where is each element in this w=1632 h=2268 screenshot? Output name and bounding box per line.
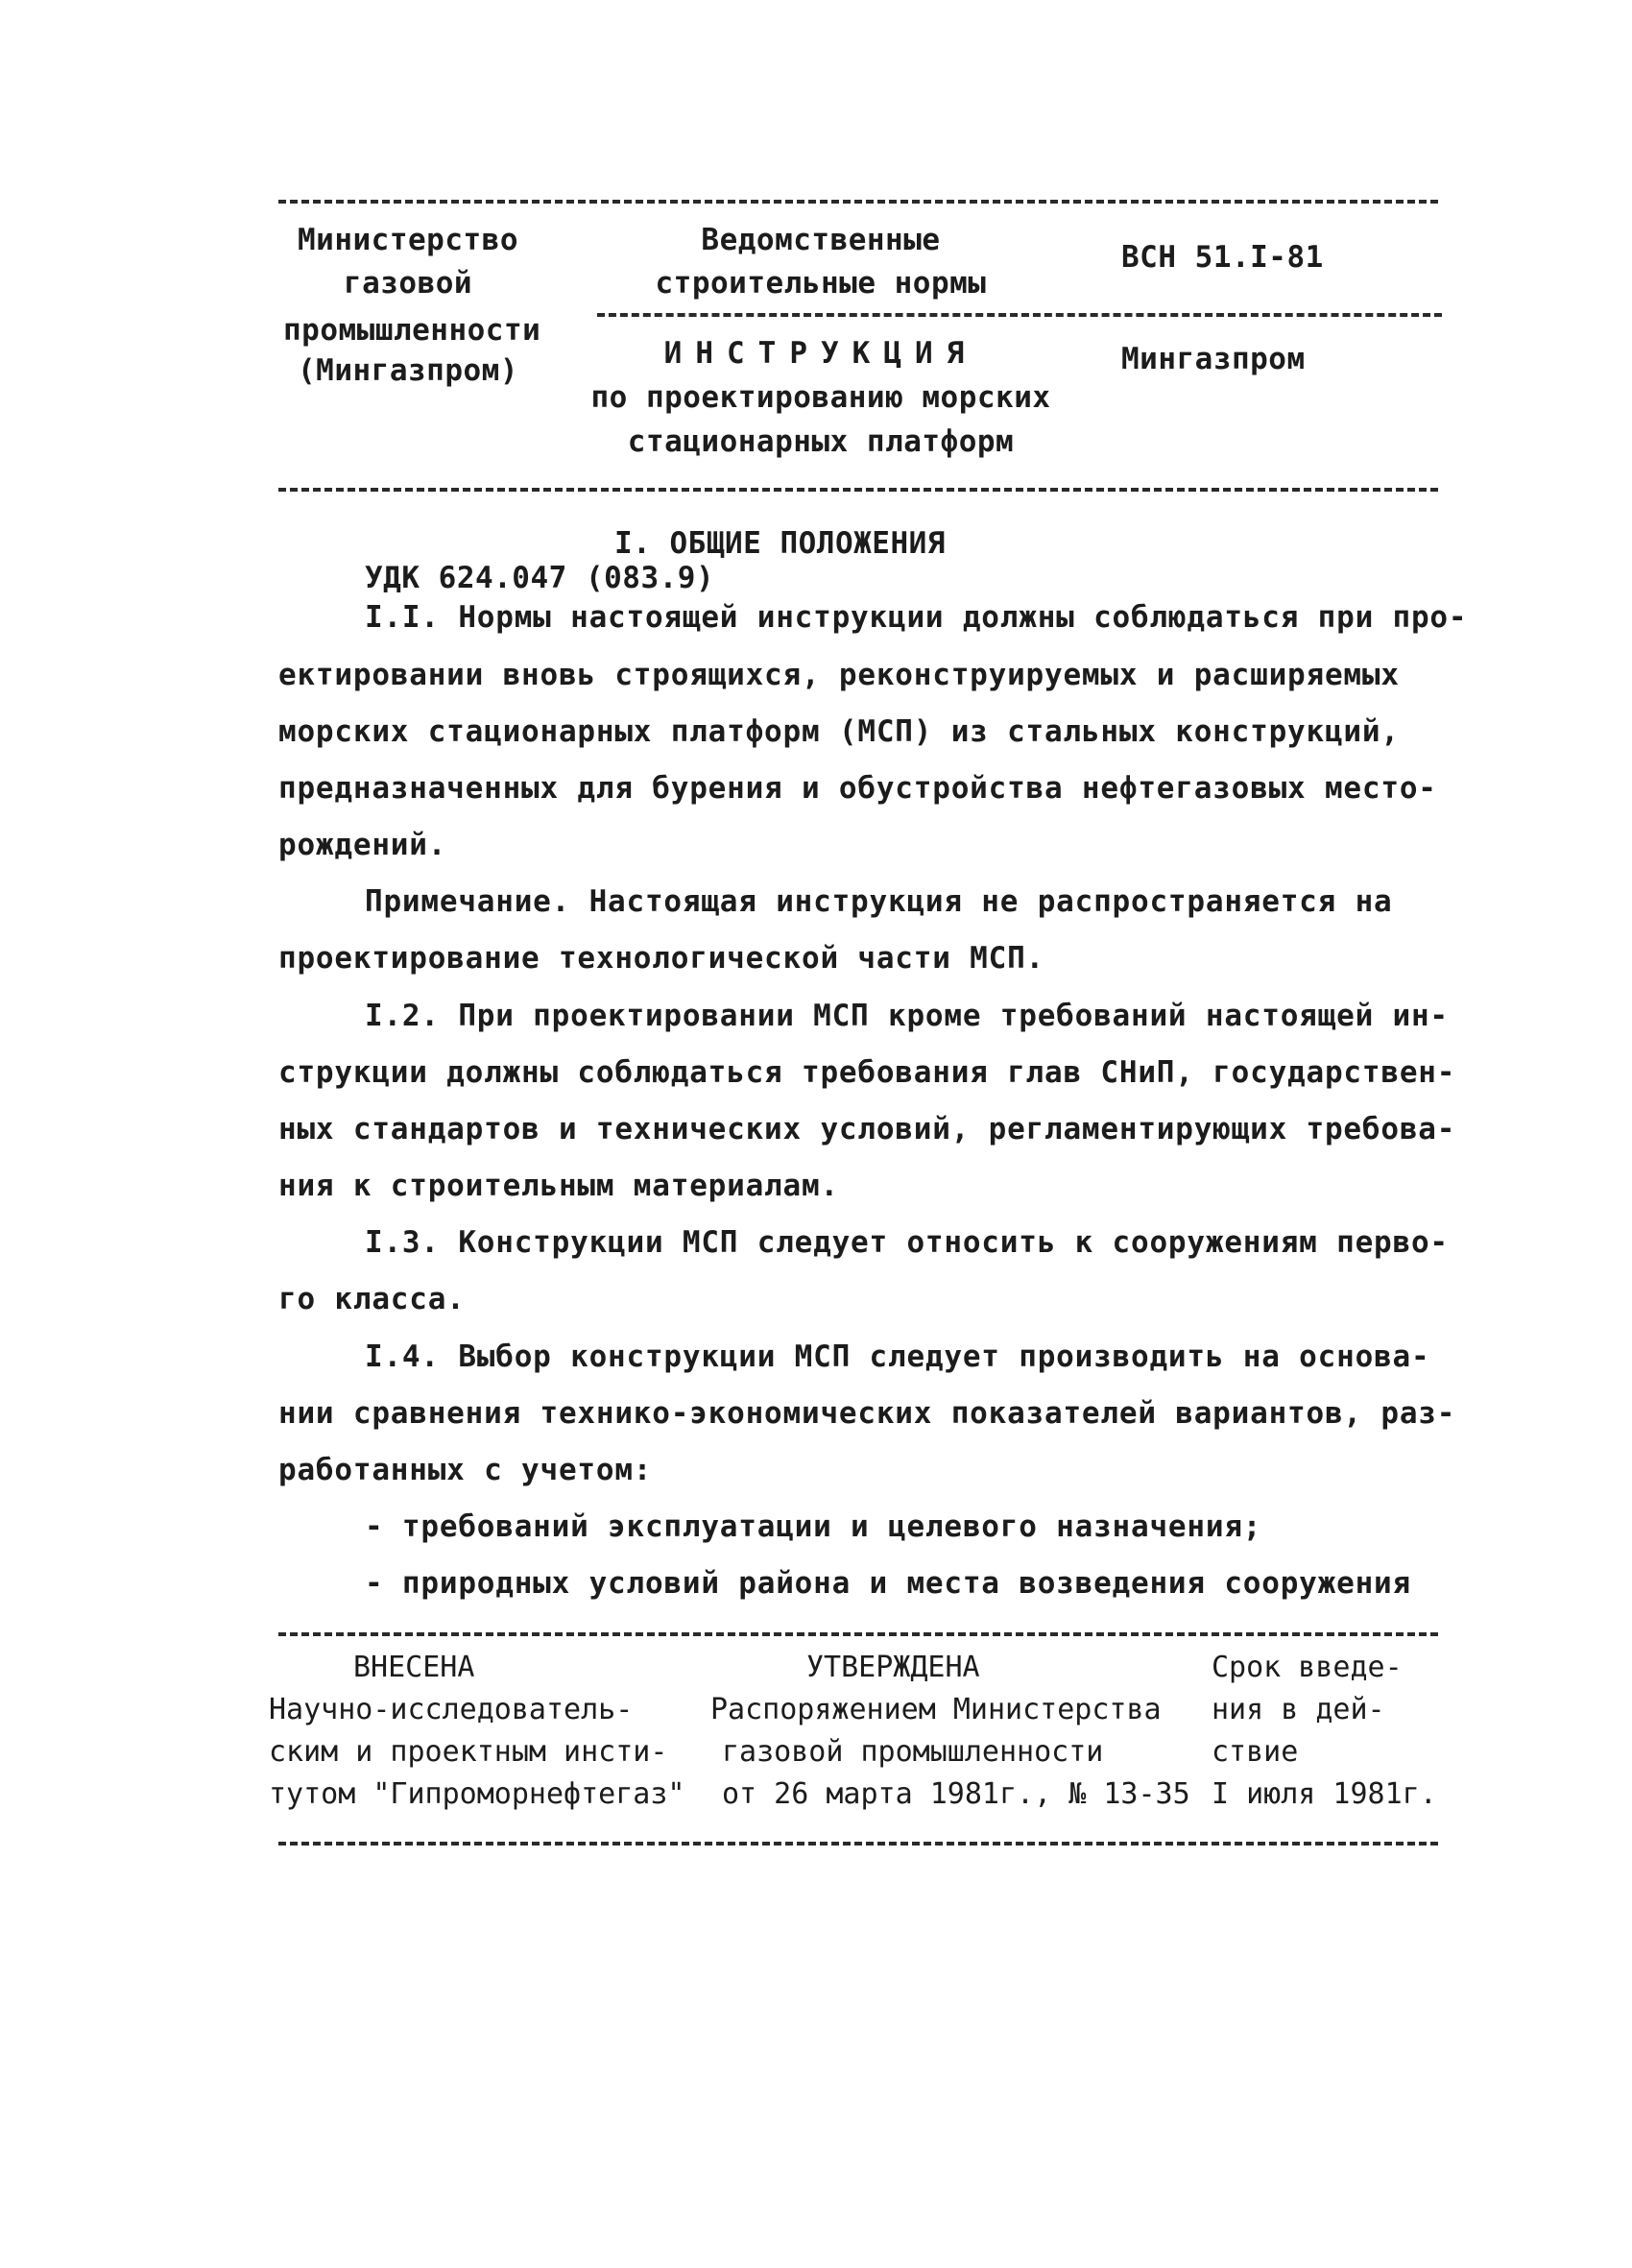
body-line: - природных условий района и места возведения сооружения [365,1566,1411,1601]
body-line: нии сравнения технико-экономических показателей вариантов, раз- [278,1396,1456,1431]
header-bottom-rule [278,488,1438,492]
footer-effective-line: I июля 1981г. [1212,1777,1437,1811]
footer-introduced-line: тутом "Гипроморнефтегаз" [269,1777,685,1811]
body-line: I.I. Нормы настоящей инструкции должны соблюдаться при про- [365,600,1468,635]
body-line: - требований эксплуатации и целевого назначения; [365,1509,1262,1544]
footer-effective-line: ствие [1212,1735,1299,1769]
body-line: рождений. [278,828,447,862]
body-line: I.3. Конструкции МСП следует относить к сооружениям перво- [365,1225,1449,1260]
udk-code: УДК 624.047 (083.9) [365,561,715,595]
footer-approved-line: от 26 марта 1981г., № 13-35 [722,1777,1190,1811]
header-org-line: газовой [343,266,473,301]
header-category-line: строительные нормы [655,266,987,301]
body-line: I.4. Выбор конструкции МСП следует производить на основа- [365,1339,1430,1374]
header-middle-rule [597,313,1442,317]
footer-introduced-line: ским и проектным инсти- [269,1735,668,1769]
footer-bottom-rule [278,1842,1438,1846]
header-org-line: (Мингазпром) [298,353,518,388]
header-category-line: Ведомственные [701,223,941,257]
footer-introduced-line: ВНЕСЕНА [353,1651,475,1684]
footer-approved-line: Распоряжением Министерства [710,1693,1162,1726]
header-doc-subject-line: по проектированию морских [590,380,1051,415]
header-top-rule [278,200,1438,204]
footer-introduced-line: Научно-исследователь- [269,1693,634,1726]
section-title: I. ОБЩИЕ ПОЛОЖЕНИЯ [614,526,946,561]
body-line: ектировании вновь строящихся, реконструируемых и расширяемых [278,658,1400,692]
header-doc-type: ИНСТРУКЦИЯ [663,336,978,371]
header-issuer: Мингазпром [1121,342,1306,376]
body-line: I.2. При проектировании МСП кроме требований настоящей ин- [365,999,1449,1033]
footer-approved-line: газовой промышленности [722,1735,1104,1769]
body-line: го класса. [278,1282,466,1316]
body-line: морских стационарных платформ (МСП) из стальных конструкций, [278,714,1400,749]
footer-effective-line: Срок введе- [1212,1651,1403,1684]
header-code: ВСН 51.I-81 [1121,240,1324,275]
header-org-line: Министерство [298,223,518,257]
header-org-line: промышленности [283,313,541,348]
body-line: ных стандартов и технических условий, регламентирующих требова- [278,1112,1456,1146]
body-line: предназначенных для бурения и обустройства нефтегазовых место- [278,771,1437,806]
footer-top-rule [278,1632,1438,1636]
body-line: струкции должны соблюдаться требования глав СНиП, государствен- [278,1055,1456,1090]
body-line: ния к строительным материалам. [278,1169,839,1203]
footer-approved-line: УТВЕРЖДЕНА [806,1651,980,1684]
footer-effective-line: ния в дей- [1212,1693,1385,1726]
header-doc-subject-line: стационарных платформ [627,424,1015,459]
body-line: проектирование технологической части МСП. [278,941,1045,976]
body-line: работанных с учетом: [278,1453,653,1487]
body-line: Примечание. Настоящая инструкция не распространяется на [365,884,1393,919]
